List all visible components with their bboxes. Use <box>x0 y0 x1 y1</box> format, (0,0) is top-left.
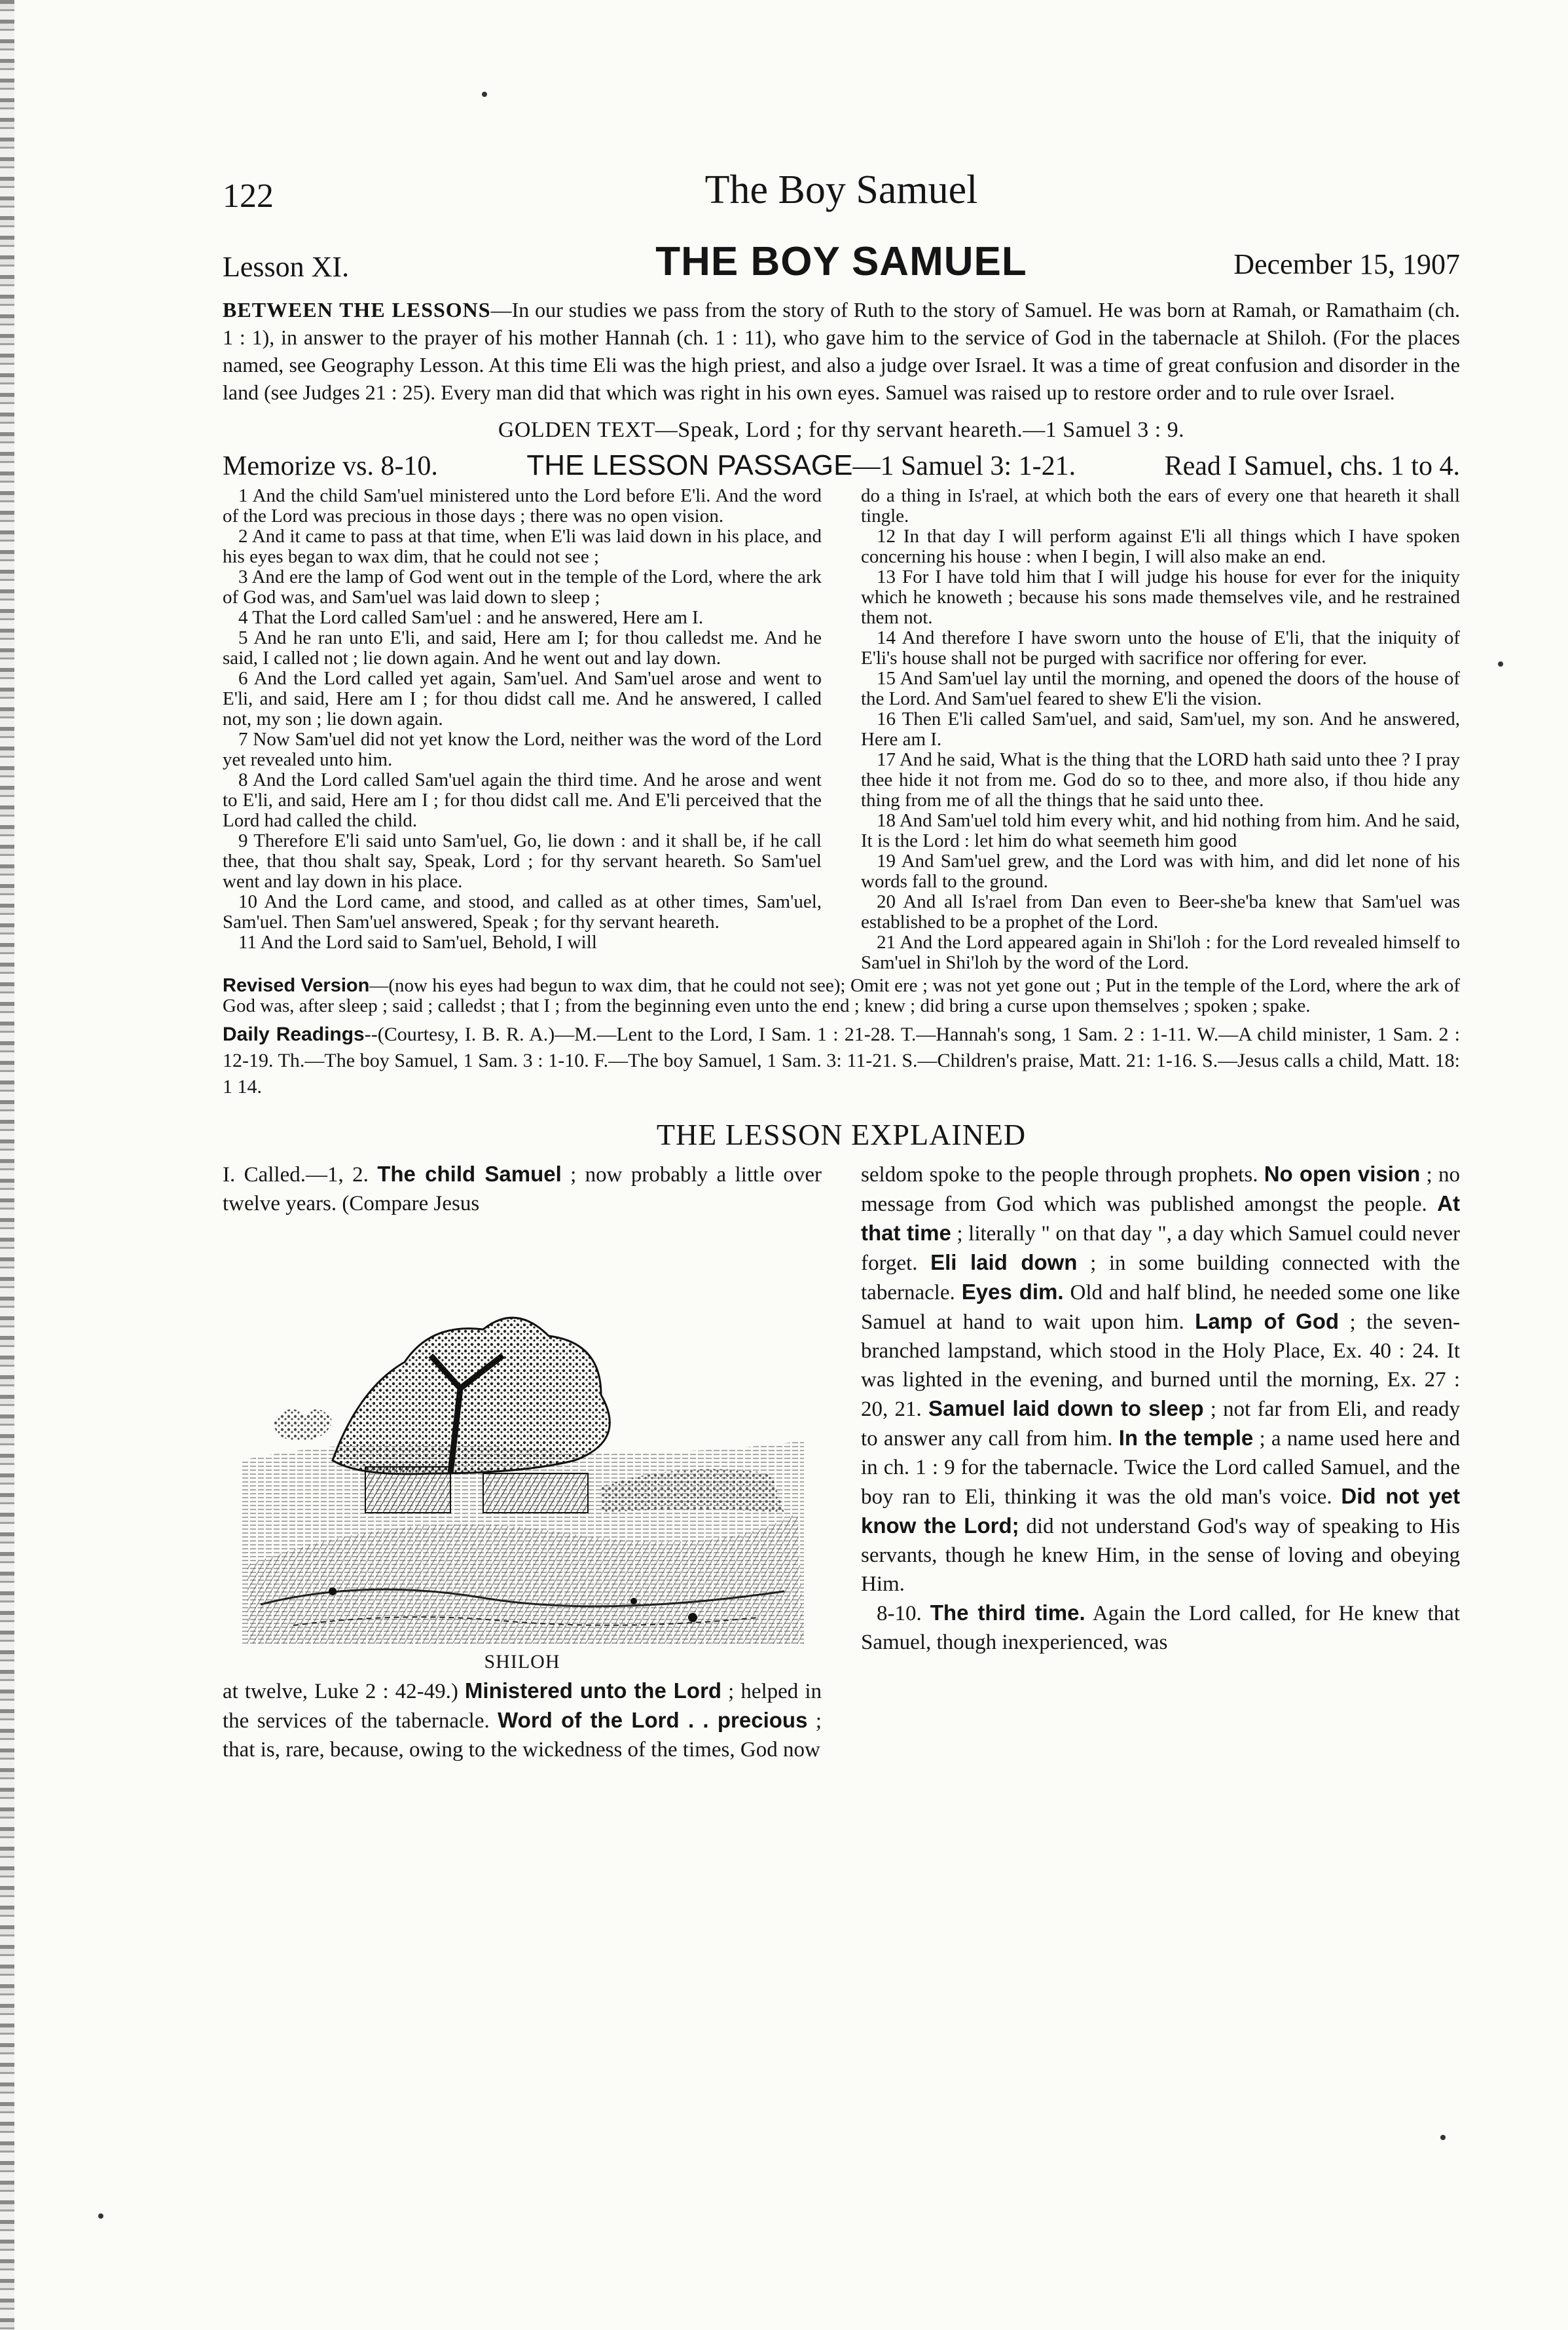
verse: 19 And Sam'uel grew, and the Lord was with him, and did let none of his words fall to the ground. <box>861 851 1460 892</box>
verse: 18 And Sam'uel told him every whit, and hid nothing from him. And he said, It is the Lord : let him do what seemeth him good <box>861 810 1460 851</box>
memorize-verses: Memorize vs. 8-10. <box>223 451 438 481</box>
lesson-title: THE BOY SAMUEL <box>655 239 1027 284</box>
scan-speck <box>1498 661 1503 667</box>
term: Eli laid down <box>930 1250 1078 1274</box>
verse: 17 And he said, What is the thing that the LORD hath said unto thee ? I pray thee hide it not from me. God do so to thee, and more also, if thou hide any thing from me of all the things that he said unto thee. <box>861 749 1460 811</box>
scan-speck <box>98 2213 103 2219</box>
term: The child Samuel <box>377 1162 562 1186</box>
scan-binding-edge <box>0 0 14 2330</box>
explanation-text: ; not far from Eli, and ready to answer any call from him. <box>861 1397 1460 1451</box>
explained-continued <box>223 1676 822 1764</box>
term: Did not yet know the Lord; <box>861 1484 1460 1538</box>
explanation-text: ; in some building connected with the tabernacle. <box>861 1251 1460 1304</box>
golden-text: GOLDEN TEXT—Speak, Lord ; for thy servant heareth.—1 Samuel 3 : 9. <box>498 418 1185 442</box>
scan-speck <box>482 92 487 97</box>
lesson-passage <box>223 486 1460 973</box>
lesson-date: December 15, 1907 <box>1233 248 1460 280</box>
term: Lamp of God <box>1195 1309 1340 1333</box>
explanation-text: seldom spoke to the people through prophets. <box>861 1163 1264 1187</box>
explained-paragraph <box>861 1160 1460 1599</box>
page <box>223 164 1460 1764</box>
explanation-text: ; no message from God which was published amongst the people. <box>861 1163 1460 1216</box>
verse: 14 And therefore I have sworn unto the house of E'li, that the iniquity of E'li's house shall not be purged with sacrifice nor offering for ever. <box>861 627 1460 669</box>
passage-reference: —1 Samuel 3: 1-21. <box>852 451 1076 481</box>
explained-intro <box>223 1160 822 1218</box>
term: Ministered unto the Lord <box>464 1678 722 1703</box>
passage-column-left <box>223 486 822 973</box>
between-label: BETWEEN THE LESSONS <box>223 298 491 322</box>
explanation-text: ; the seven-branched lampstand, which stood in the Holy Place, Ex. 40 : 24. It was lighted in the evening, and burned until the morning, Ex. 27 : 20, 21. <box>861 1310 1460 1421</box>
verse: 12 In that day I will perform against E'li all things which I have spoken concerning his house : when I begin, I will also make an end. <box>861 526 1460 567</box>
verse: 3 And ere the lamp of God went out in the temple of the Lord, where the ark of God was, and Sam'uel was laid down to sleep ; <box>223 566 822 608</box>
between-the-lessons <box>223 296 1460 406</box>
term: At that time <box>861 1191 1460 1245</box>
verse: 4 That the Lord called Sam'uel : and he answered, Here am I. <box>238 607 704 628</box>
daily-label: Daily Readings <box>223 1024 365 1045</box>
daily-text: --(Courtesy, I. B. R. A.)—M.—Lent to the Lord, I Sam. 1 : 21-28. T.—Hannah's song, 1 Sam. 2 : 1-11. W.—A child minister, 1 Sam. 2 : 12-19. Th.—The boy Samuel, 1 Sam. 3 : 1-10. F.—The boy Samuel, 1 Sam. 3: 11-21. S.—Children's praise, Matt. 21: 1-16. S.—Jesus calls a child, Matt. 18: 1 14. <box>223 1024 1461 1098</box>
verse: 20 And all Is'rael from Dan even to Beer-she'ba knew that Sam'uel was established to be a prophet of the Lord. <box>861 891 1460 933</box>
explained-paragraph <box>861 1599 1460 1657</box>
shiloh-illustration <box>234 1225 811 1676</box>
verse: 21 And the Lord appeared again in Shi'loh : for the Lord revealed himself to Sam'uel in Shi'loh by the word of the Lord. <box>861 932 1460 973</box>
running-title: The Boy Samuel <box>704 168 978 212</box>
running-header <box>223 164 1460 236</box>
lesson-header <box>223 236 1460 296</box>
revised-label: Revised Version <box>223 975 370 996</box>
explanation-text: ; helped in the services of the tabernacle. <box>223 1680 822 1733</box>
explanation-text: at twelve, Luke 2 : 42-49.) <box>223 1680 465 1703</box>
revised-version <box>223 976 1460 1016</box>
term: No open vision <box>1264 1162 1421 1186</box>
figure-caption: SHILOH <box>484 1651 560 1673</box>
lesson-number: Lesson XI. <box>223 251 350 283</box>
verse: 15 And Sam'uel lay until the morning, and opened the doors of the house of the Lord. And Sam'uel feared to shew E'li the vision. <box>861 668 1460 709</box>
section-lead: 8-10. <box>877 1602 930 1625</box>
passage-header <box>223 449 1460 482</box>
explanation-text: ; a name used here and in ch. 1 : 9 for the tabernacle. Twice the Lord called Samuel, and the boy ran to Eli, thinking it was the old man's voice. <box>861 1427 1461 1509</box>
verse: 7 Now Sam'uel did not yet know the Lord, neither was the word of the Lord yet revealed unto him. <box>223 729 822 770</box>
explained-column-left <box>223 1160 822 1764</box>
term: The third time. <box>930 1600 1085 1625</box>
explanation-text: Old and half blind, he needed some one like Samuel at hand to wait upon him. <box>861 1281 1461 1334</box>
term: In the temple <box>1118 1426 1254 1450</box>
explanation-text: ; that is, rare, because, owing to the wickedness of the times, God now <box>223 1709 822 1762</box>
scan-speck <box>1440 2135 1446 2140</box>
lesson-explained <box>223 1160 1460 1764</box>
daily-readings <box>223 1022 1460 1100</box>
read-chapters: Read I Samuel, chs. 1 to 4. <box>1164 451 1460 481</box>
term: Eyes dim. <box>961 1280 1064 1304</box>
revised-text: —(now his eyes had begun to wax dim, that he could not see); Omit ere ; was not yet gone out ; Put in the temple of the Lord, where the ark of God was, after sleep ; said ; calledst ; that I ; from the beginning even unto the end ; knew ; did bring a curse upon themselves ; spoken ; spake. <box>223 975 1461 1016</box>
passage-column-right <box>861 486 1460 973</box>
term: Word of the Lord . . precious <box>498 1708 808 1732</box>
passage-title: THE LESSON PASSAGE <box>526 449 853 481</box>
explanation-text: ; now probably a little over twelve years. (Compare Jesus <box>223 1163 822 1215</box>
verse: 6 And the Lord called yet again, Sam'uel. And Sam'uel arose and went to E'li, and said, Here am I ; for thou didst call me. And he answered, I called not, my son ; lie down again. <box>223 668 822 730</box>
verse: 2 And it came to pass at that time, when E'li was laid down in his place, and his eyes began to wax dim, that he could not see ; <box>223 526 822 567</box>
explanation-text: ; literally " on that day ", a day which Samuel could never forget. <box>861 1222 1460 1275</box>
explained-column-right <box>861 1160 1460 1764</box>
between-text: —In our studies we pass from the story of Ruth to the story of Samuel. He was born at Ramah, or Ramathaim (ch. 1 : 1), in answer to the prayer of his mother Hannah (ch. 1 : 11), who gave him to the service of God in the tabernacle at Shiloh. (For the places named, see Geography Lesson. At this time Eli was the high priest, and also a judge over Israel. It was a time of great confusion and disorder in the land (see Judges 21 : 25). Every man did that which was right in his own eyes. Samuel was raised up to restore order and to rule over Israel. <box>223 298 1461 404</box>
verse: 11 And the Lord said to Sam'uel, Behold, I will <box>238 932 597 953</box>
page-number: 122 <box>223 177 274 215</box>
lesson-explained-heading: THE LESSON EXPLAINED <box>656 1118 1027 1151</box>
verse: 13 For I have told him that I will judge his house for ever for the iniquity which he knoweth ; because his sons made themselves vile, and he restrained them not. <box>861 566 1460 628</box>
verse: 5 And he ran unto E'li, and said, Here am I; for thou calledst me. And he said, I called not ; lie down again. And he went out and lay down. <box>223 627 822 669</box>
section-lead: I. Called.—1, 2. <box>223 1163 369 1187</box>
shiloh-engraving <box>234 1225 811 1644</box>
verse: 9 Therefore E'li said unto Sam'uel, Go, lie down : and it shall be, if he call thee, that thou shalt say, Speak, Lord ; for thy servant heareth. So Sam'uel went and lay down in his place. <box>223 830 822 892</box>
term: Samuel laid down to sleep <box>928 1396 1204 1420</box>
verse: 1 And the child Sam'uel ministered unto the Lord before E'li. And the word of the Lord was precious in those days ; there was no open vision. <box>223 485 822 527</box>
explanation-text: Again the Lord called, for He knew that Samuel, though inexperienced, was <box>861 1602 1460 1654</box>
verse: 8 And the Lord called Sam'uel again the third time. And he arose and went to E'li, and said, Here am I ; for thou didst call me. And E'li perceived that the Lord had called the child. <box>223 769 822 831</box>
explanation-text: did not understand God's way of speaking to His servants, though he knew Him, in the sense of loving and obeying Him. <box>861 1515 1460 1596</box>
verse: 16 Then E'li called Sam'uel, and said, Sam'uel, my son. And he answered, Here am I. <box>861 709 1460 750</box>
verse: do a thing in Is'rael, at which both the ears of every one that heareth it shall tingle. <box>861 485 1460 527</box>
verse: 10 And the Lord came, and stood, and called as at other times, Sam'uel, Sam'uel. Then Sam'uel answered, Speak ; for thy servant heareth. <box>223 891 822 933</box>
